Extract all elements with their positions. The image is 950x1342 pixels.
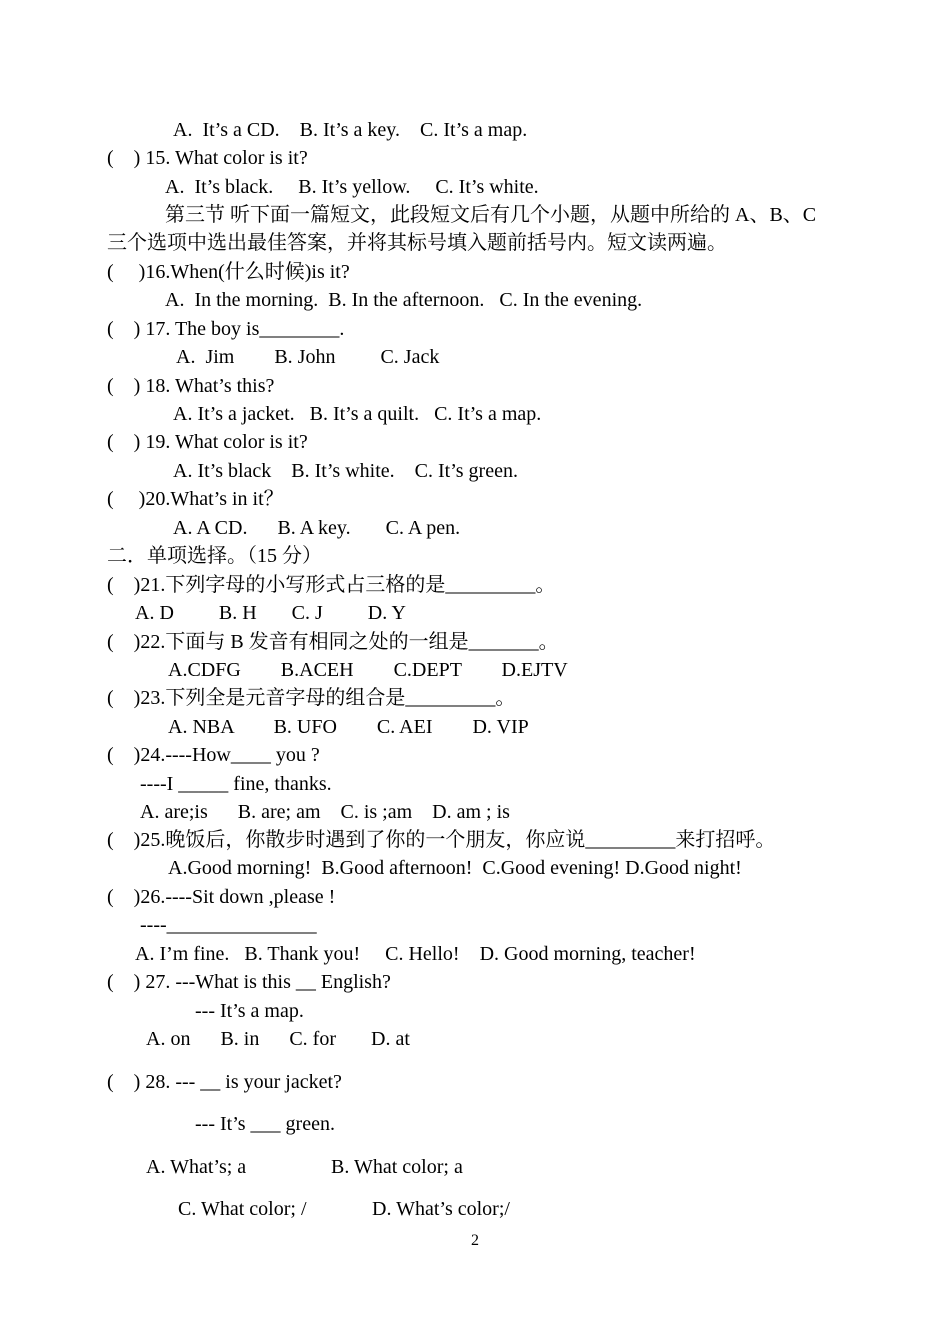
section3-instruction-line2: 三个选项中选出最佳答案，并将其标号填入题前括号内。短文读两遍。 [107, 232, 727, 254]
q28-option-d: D. What’s color;/ [372, 1198, 510, 1220]
q18-options: A. It’s a jacket. B. It’s a quilt. C. It’s a map. [173, 403, 542, 425]
q23-options: A. NBA B. UFO C. AEI D. VIP [168, 716, 529, 738]
q26-question: ( )26.----Sit down ,please ! [107, 886, 336, 908]
q28-reply: --- It’s ___ green. [195, 1113, 335, 1135]
q19-options: A. It’s black B. It’s white. C. It’s green. [173, 460, 518, 482]
q19-question: ( ) 19. What color is it? [107, 431, 308, 453]
page-number: 2 [471, 1232, 479, 1249]
section2-heading: 二．单项选择。（15 分） [107, 545, 322, 567]
q28-option-a: A. What’s; a [146, 1156, 247, 1178]
q26-options: A. I’m fine. B. Thank you! C. Hello! D. Good morning, teacher! [135, 943, 696, 965]
q20-question: ( )20.What’s in it？ [107, 488, 284, 510]
q21-options: A. D B. H C. J D. Y [135, 602, 406, 624]
q14-options: A. It’s a CD. B. It’s a key. C. It’s a map. [173, 119, 528, 141]
q21-question: ( )21.下列字母的小写形式占三格的是_________。 [107, 574, 556, 596]
q15-question: ( ) 15. What color is it? [107, 147, 308, 169]
q25-options: A.Good morning! B.Good afternoon! C.Good evening! D.Good night! [168, 857, 742, 879]
q27-options: A. on B. in C. for D. at [146, 1028, 410, 1050]
q20-options: A. A CD. B. A key. C. A pen. [173, 517, 461, 539]
q28-option-b: B. What color; a [331, 1156, 463, 1178]
q24-reply: ----I _____ fine, thanks. [140, 773, 332, 795]
q28-question: ( ) 28. --- __ is your jacket? [107, 1071, 342, 1093]
q27-reply: --- It’s a map. [195, 1000, 304, 1022]
q27-question: ( ) 27. ---What is this __ English? [107, 971, 391, 993]
q24-options: A. are;is B. are; am C. is ;am D. am ; is [140, 801, 510, 823]
q28-option-c: C. What color; / [178, 1198, 307, 1220]
q25-question: ( )25.晚饭后，你散步时遇到了你的一个朋友，你应说_________来打招呼。 [107, 829, 776, 851]
q15-options: A. It’s black. B. It’s yellow. C. It’s white. [165, 176, 539, 198]
section3-instruction-line1: 第三节 听下面一篇短文，此段短文后有几个小题，从题中所给的 A、B、C [165, 204, 817, 226]
q16-question: ( )16.When(什么时候)is it? [107, 261, 350, 283]
q22-question: ( )22.下面与 B 发音有相同之处的一组是_______。 [107, 631, 559, 653]
q17-question: ( ) 17. The boy is________. [107, 318, 345, 340]
q24-question: ( )24.----How____ you ? [107, 744, 320, 766]
q22-options: A.CDFG B.ACEH C.DEPT D.EJTV [168, 659, 568, 681]
q23-question: ( )23.下列全是元音字母的组合是_________。 [107, 687, 516, 709]
q18-question: ( ) 18. What’s this? [107, 375, 275, 397]
q16-options: A. In the morning. B. In the afternoon. C. In the evening. [165, 289, 643, 311]
q17-options: A. Jim B. John C. Jack [176, 346, 440, 368]
q26-reply: ----_______________ [140, 914, 317, 936]
